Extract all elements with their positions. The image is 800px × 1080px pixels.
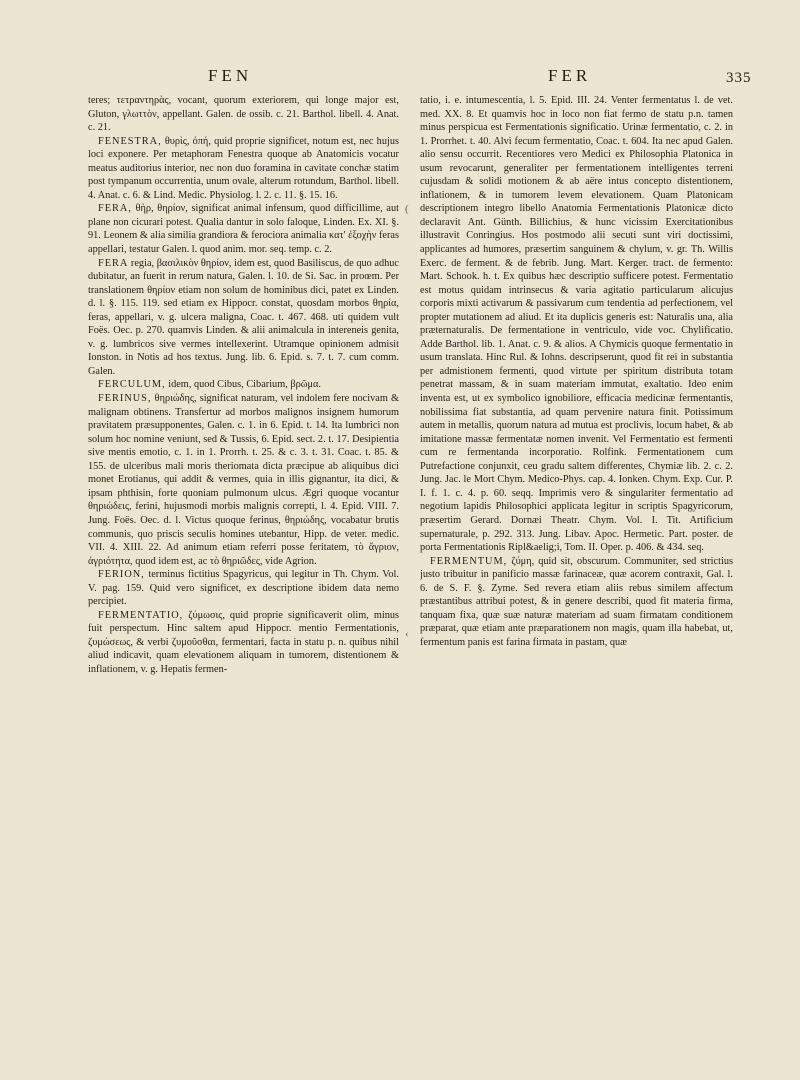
page-number: 335: [726, 70, 752, 86]
entry-text: ζύμη, quid sit, obscurum. Communiter, sed strictius justo tribuitur in panificio massæ farinaceæ, quæ acorem contraxit, Gal. l. 6. de S. F. §. Zyme. Sed revera etiam aliis rebus similem affectum præstantibus attribui potest, & in genere describi, quod fit materia firma, tanquam fixa, quæ suæ naturæ materiam ad suam firmatam conditionem præparat, quæ etiam ante præparationem non magis, quam illa habebat, ut, fermentum panis est farina firmata in pastam, quæ: [420, 555, 733, 648]
entry-text: terminus fictitius Spagyricus, qui legitur in Th. Chym. Vol. V. pag. 159. Quid vero significet, ex descriptione ibidem data nemo percipiet.: [88, 569, 399, 608]
entry-paragraph: [88, 609, 399, 677]
entry-headword: FENESTRA,: [98, 135, 162, 147]
entry-text: regia, βασιλικὸν θηρίον, idem est, quod Basiliscus, de quo adhuc dubitatur, an fuerit in rerum natura, Galen. l. 10. de Si. Sac. in proœm. Per translationem θηρίον etiam non solum de hominibus dici, patet ex Linden. d. l. §. 115. 119. sed etiam ex Hippocr. constat, quosdam morbos θηρία, feras, appellari, v. g. ulcera maligna, Coac. t. 467. 468. uti quidem vult Foës. Oec. p. 270. quamvis Linden. & alii animalcula in intereneis genita, v. g. lumbricos sive vermes intellexerint. Utramque opinionem admisit Ionston. in Notis ad hos textus. Jung. lib. 6. Epid. s. 7. t. 7. cum comm. Galen.: [88, 257, 399, 377]
running-head-right: FER: [548, 66, 592, 85]
entry-text: θηριώδης, significat naturam, vel indolem fere nocivam & malignam obtinens. Transfertur ad morbos malignos insignem humorum pravitatem præsupponentes, Galen. c. 1. in 6. Epid. t. 14. Ita lumbrici non solum hoc nomine veniunt, sed & Tussis, 6. Epid. sect. 2. t. 17. Desipientia sive mentis emotio, c. 1. in 1. Prorrh. t. 25. & c. 3. t. 31. Coac. t. 85. & 155. de ulceribus mali moris theriomata dicta præcipue ab aliquibus dici monet Erotianus, qui addit & vermes, quia in illis gignantur, ita dici, & ipsam phthisin, forte quoniam pulmonum ulcus. Ægri quoque vocantur θηριώδεις, ferini, hujusmodi morbis malignis correpti, l. 4. Epid. VIII. 7. Jung. Foës. Oec. d. l. Victus quoque ferinus, θηριώδης, vocabatur brutis communis, quo priscis seculis homines utebantur, Hipp. de veter. medic. VII. 4. XIII. 22. Ad animum etiam referri posse feritatem, τὸ ἄγριον, ἀγριότητα, quod idem est, ac τὸ θηριῶδες, vide Agrion.: [88, 393, 399, 567]
entry-text: θυρὶς, ὀπή, quid proprie significet, notum est, nec hujus loci exponere. Per metaphoram Fenestra quoque ab Anatomicis vocatur meatus auditorius interior, nec non duo foramina in cavitate conchæ statim post tympanum occurrentia, unum ovale, alterum rotundum, Barthol. libell. 4. Anat. c. 6. & Lind. Medic. Physiolog. l. 2. c. 11. §. 15. 16.: [88, 135, 399, 201]
left-column: [88, 94, 399, 1064]
entry-headword: FERINUS,: [98, 393, 152, 405]
entry-headword: FERMENTUM,: [430, 555, 508, 567]
entry-text: ζύμωσις, quid proprie significaverit olim, minus fuit perspectum. Hinc saltem apud Hippocr. mentio Fermentationis, ζυμώσεως, & verbi ζυμοῦσθαι, fermentari, facta in statu p. n. quibus nihil aliud indicavit, quam elevationem aliquam in tumorem, distentionem & inflationem, v. g. Hepatis fermen-: [88, 609, 399, 675]
entry-headword: FERA,: [98, 203, 132, 215]
entry-paragraph: [88, 135, 399, 203]
entry-headword: FERMENTATIO,: [98, 609, 184, 621]
entry-paragraph: [88, 378, 399, 392]
right-column: [420, 94, 733, 1064]
entry-text: teres; τετραντηρὰς, vocant, quorum exteriorem, qui longe major est, Gluton, γλωττὸν, appellant. Galen. de ossib. c. 21. Barthol. libell. 4. Anat. c. 21.: [88, 95, 399, 134]
entry-text: tatio, i. e. intumescentia, l. 5. Epid. III. 24. Venter fermentatus l. de vet. med. XX. 8. Et quamvis hoc in loco non fiat fermo de statu p.n. tamen minus perspicua est Fermentationis significatio. Urinæ fermentatio, c. 2. in 1. Prorrhet. t. 40. Alvi fecum fermentatio, Coac. t. 604. Ita nec apud Galen. alio sensu occurrit. Recentiores vero Medici ex Philosophia Platonica in usum revocarunt, generaliter per fermentationem intelligentes terreni cujusdam & solidi motionem & ab aëre intus concepto distentionem, inflationem, & in tumorem levem elevationem. Quam Platonicam descriptionem integro libello Anatomia Fermentationis Platonicæ dicto declaravit Ant. Günth. Billichius, & hunc vicissim Exercitationibus illustravit Conringius. Hos postmodo alii secuti sunt viri doctissimi, applicantes ad humores, præsertim sanguinem & chylum, v. gr. Th. Willis Exerc. de ferment. & de febrib. Jung. Mart. Kerger. tract. de fermento: Mart. Schook. h. t. Ex quibus hæc descriptio sufficere potest. Fermentatio est motus quidam intrinsecus & varia agitatio particularum alicujus corporis mixti activarum & passivarum cum tendentia ad perfectionem, vel propter mutationem ad aliud. Et ita duplicis generis est: Naturalis una, alia præternaturalis. De fermentatione in ventriculo, vide voc. Chylificatio. Adde Barthol. lib. 1. Anat. c. 9. & alios. A Chymicis quoque fermentatio in usum translata. Hinc Rul. & Iohns. descripserunt, quod fit rei in substantia per admistionem fermenti, quod virtute per spiritum distributa totam penetrat massam, & in suam materiam immutat, exaltatio. Ideo enim inventa est, ut ex symbolico ignobiliore, efficacia medicinæ fermentantis, nobilissima fiat substantia, ad quam pervenire natura finit. Potissimum autem in metallis, quorum natura ad mutua est proclivis, locum habet, & ab imitatione massæ fermentatæ nomen invenit. Vel Fermentatio est fermenti cum re fermentanda incorporatio. Rolfink. Fermentationem cum Putrefactione conjunxit, ceu gradu saltem differentes, Chymiæ lib. 2. c. 2. Jung. Jac. le Mort Chym. Medico-Phys. cap. 4. Ionken. Chym. Exp. Cur. P. I. f. 1. c. 4. p. 60. seqq. Imprimis vero & singulariter fermentatio ad negotium lapidis Philosophici applicata legitur in scriptis Spagyricorum, præsertim Gerard. Dornæi Theatr. Chym. Vol. I. Tit. Artificium supernaturale, p. 292. 313. Jung. Libav. Apoc. Hermetic. Part. poster. de porta Fermentationis Ripl&aelig;i, Tom. II. Oper. p. 406. & 434. seq.: [420, 95, 733, 554]
entry-text: θὴρ, θηρίον, significat animal infensum, quod difficillime, aut plane non cicurari potest. Qualia dantur in solo faloque, Linden. Ex. XI. §. 91. Leonem & alia similia grandiora & ferociora animalia κατ' ἐξοχὴν feras appellari, testatur Galen. l. quod anim. mor. seq. temp. c. 2.: [88, 203, 399, 256]
entry-paragraph: [420, 94, 733, 555]
entry-paragraph: [88, 392, 399, 568]
margin-mark: ‹: [405, 628, 409, 640]
entry-paragraph: [88, 94, 399, 135]
running-head-left: FEN: [208, 66, 253, 85]
margin-mark: (: [405, 203, 409, 215]
entry-headword: FERA: [98, 257, 129, 269]
entry-paragraph: [420, 555, 733, 650]
entry-paragraph: [88, 202, 399, 256]
entry-paragraph: [88, 257, 399, 379]
entry-text: idem, quod Cibus, Cibarium, βρῶμα.: [165, 379, 322, 391]
entry-paragraph: [88, 568, 399, 609]
entry-headword: FERION,: [98, 569, 145, 581]
entry-headword: FERCULUM,: [98, 379, 166, 391]
